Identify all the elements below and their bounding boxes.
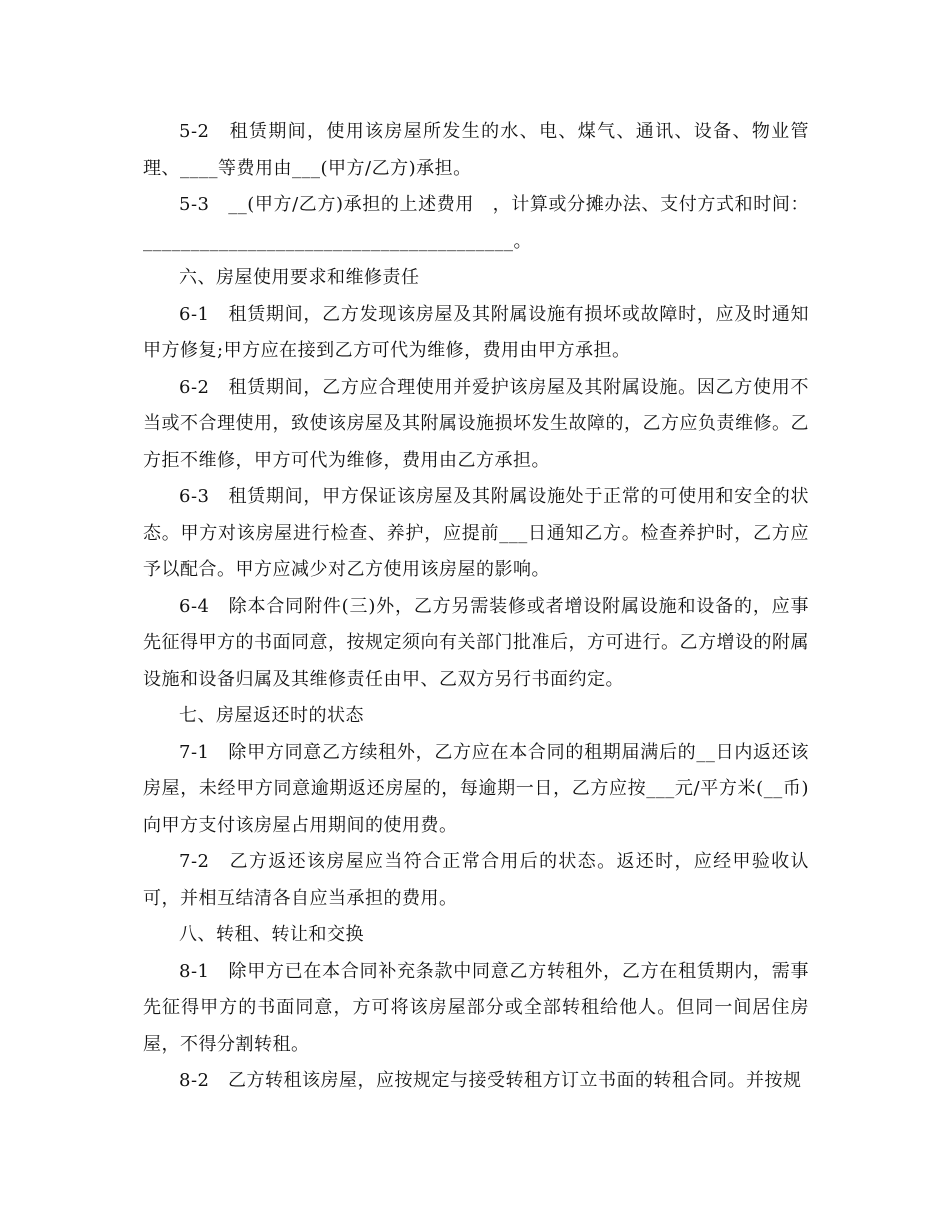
clause-8-2: 8-2 乙方转租该房屋，应按规定与接受转租方订立书面的转租合同。并按规 bbox=[179, 1070, 802, 1091]
clause-7-2: 7-2 乙方返还该房屋应当符合正常合用后的状态。返还时，应经甲验收认可，并相互结清各自应当承担的费用。 bbox=[143, 851, 809, 909]
section-heading-8: 八、转租、转让和交换 bbox=[179, 924, 364, 945]
clause-8-1: 8-1 除甲方已在本合同补充条款中同意乙方转租外，乙方在租赁期内，需事先征得甲方的书面同意，方可将该房屋部分或全部转租给他人。但同一间居住房屋，不得分割转租。 bbox=[143, 960, 809, 1055]
clause-5-2: 5-2 租赁期间，使用该房屋所发生的水、电、煤气、通讯、设备、物业管理、____等费用由___(甲方/乙方)承担。 bbox=[143, 121, 809, 179]
section-heading-6: 六、房屋使用要求和维修责任 bbox=[179, 267, 420, 288]
section-heading-7: 七、房屋返还时的状态 bbox=[179, 705, 364, 726]
clause-6-4: 6-4 除本合同附件(三)外，乙方另需装修或者增设附属设施和设备的，应事先征得甲方的书面同意，按规定须向有关部门批准后，方可进行。乙方增设的附属设施和设备归属及其维修责任由甲、乙双方另行书面约定。 bbox=[143, 595, 809, 690]
clause-6-3: 6-3 租赁期间，甲方保证该房屋及其附属设施处于正常的可使用和安全的状态。甲方对该房屋进行检查、养护，应提前___日通知乙方。检查养护时，乙方应予以配合。甲方应减少对乙方使用该房屋的影响。 bbox=[143, 486, 809, 580]
clause-7-1: 7-1 除甲方同意乙方续租外，乙方应在本合同的租期届满后的__日内返还该房屋，未经甲方同意逾期返还房屋的，每逾期一日，乙方应按___元/平方米(__币)向甲方支付该房屋占用期间的使用费。 bbox=[143, 741, 809, 836]
clause-6-1: 6-1 租赁期间，乙方发现该房屋及其附属设施有损坏或故障时，应及时通知甲方修复;甲方应在接到乙方可代为维修，费用由甲方承担。 bbox=[143, 303, 809, 361]
document-body bbox=[143, 114, 809, 1100]
clause-6-2: 6-2 租赁期间，乙方应合理使用并爱护该房屋及其附属设施。因乙方使用不当或不合理使用，致使该房屋及其附属设施损坏发生故障的，乙方应负责维修。乙方拒不维修，甲方可代为维修，费用由乙方承担。 bbox=[143, 376, 809, 471]
clause-5-3: 5-3 __(甲方/乙方)承担的上述费用 ，计算或分摊办法、支付方式和时间：_______________________________________。 bbox=[143, 194, 809, 252]
